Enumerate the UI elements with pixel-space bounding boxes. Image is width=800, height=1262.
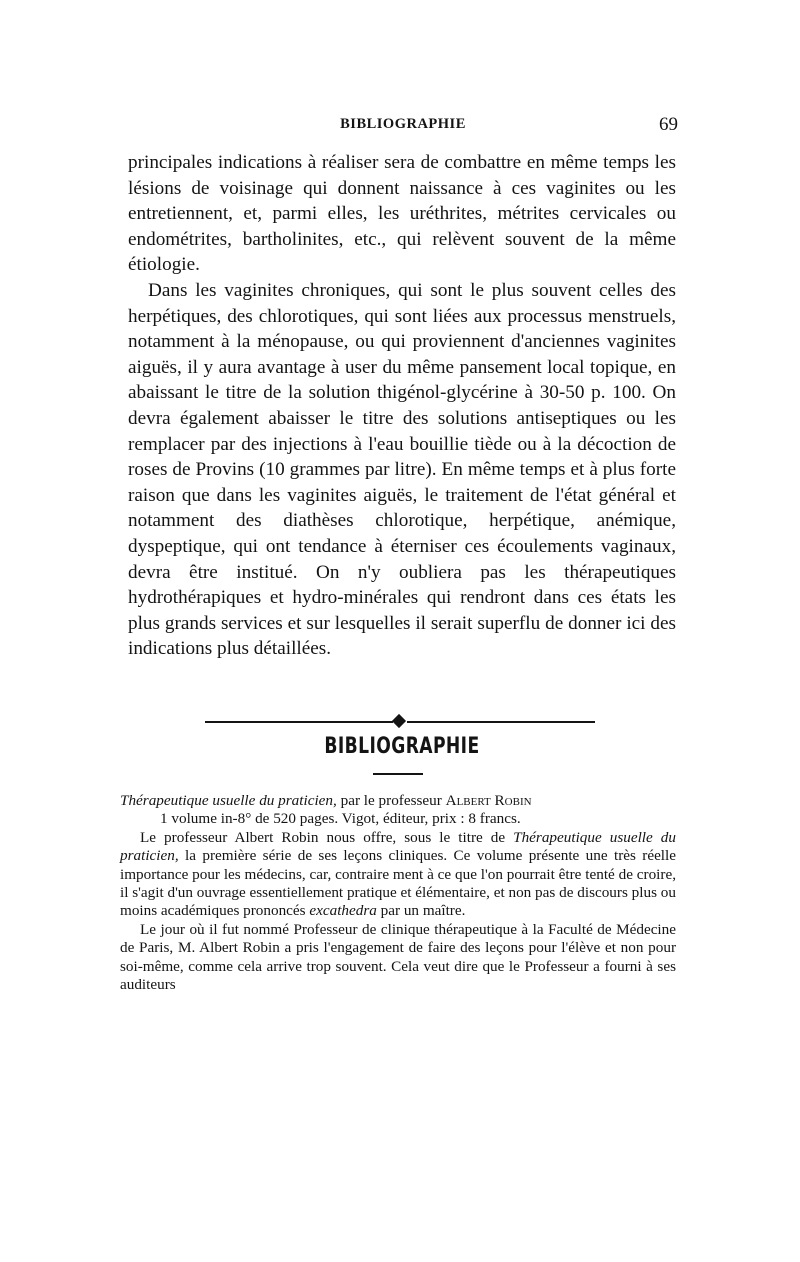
paragraph-chronic-vaginitis: Dans les vaginites chroniques, qui sont le plus souvent celles des herpétiques, des chlorotiques, qui sont liées aux processus menstruels, notamment à la ménopause, ou qui proviennent d'anciennes vaginites aiguës, il y aura avantage à user du même pansement local topique, en abaissant le titre de la solution thigénol-glycérine à 30-50 p. 100. On devra également abaisser le titre des solutions antiseptiques ou les remplacer par des injections à l'eau bouillie tiède ou à la décoction de roses de Provins (10 grammes par litre). En même temps et à plus forte raison que dans les vaginites aiguës, le traitement de l'état général et notamment des diathèses chlorotique, herpétique, anémique, dyspeptique, qui ont tendance à éterniser ces écoulements vaginaux, devra être institué. On n'y oubliera pas les thérapeutiques hydrothérapiques et hydro-minérales qui rendront dans ces états les plus grands services et sur lesquelles il serait superflu de donner ici des indications plus détaillées. [128, 279, 676, 660]
review-p1-b: la première série de ses leçons cliniques. Ce volume présente une très réelle importance pour les médecins, car, contraire ment à ce que l'on pourrait être tenté de croire, il s'agit d'un ouvrage essentiellement pratique et élémentaire, et non pas de discours plus ou moins académiques prononcés [120, 847, 676, 920]
review-p1-excathedra: excathedra [309, 902, 377, 920]
body-text [128, 150, 676, 662]
review-book-title: Thérapeutique usuelle du praticien, [120, 792, 337, 809]
divider-line-right [407, 721, 595, 723]
book-review [120, 792, 676, 994]
review-details: 1 volume in-8° de 520 pages. Vigot, éditeur, prix : 8 francs. [160, 810, 521, 828]
heading-rule [373, 773, 423, 775]
review-p1-title: Thérapeutique usuelle du praticien, [120, 828, 676, 865]
page-number: 69 [659, 114, 678, 135]
ornamental-divider [205, 715, 595, 729]
section-heading: BIBLIOGRAPHIE [324, 734, 480, 759]
running-head [128, 114, 678, 140]
review-author: Albert Robin [445, 792, 532, 809]
divider-line-left [205, 721, 393, 723]
review-entry [120, 792, 676, 810]
review-paragraph-2: Le jour où il fut nommé Professeur de clinique thérapeutique à la Faculté de Médecine de Paris, M. Albert Robin a pris l'engagement de faire des leçons pour l'élève et non pour soi-même, comme cela arrive trop souvent. Cela veut dire que le Professeur a fourni à ses auditeurs [120, 920, 676, 994]
review-by: par le professeur [336, 792, 446, 809]
review-p1-a: Le professeur Albert Robin nous offre, sous le titre de [140, 828, 514, 846]
running-title: BIBLIOGRAPHIE [340, 116, 466, 132]
diamond-ornament-icon [392, 714, 406, 728]
review-paragraph-1 [120, 829, 676, 921]
paragraph-continued: principales indications à réaliser sera de combattre en même temps les lésions de voisinage qui donnent naissance à ces vaginites ou les entretiennent, et, parmi elles, les uréthrites, métrites cervicales ou endométrites, bartholinites, etc., qui relèvent souvent de la même étiologie. [128, 152, 676, 276]
review-p1-c: par un maître. [376, 902, 466, 920]
